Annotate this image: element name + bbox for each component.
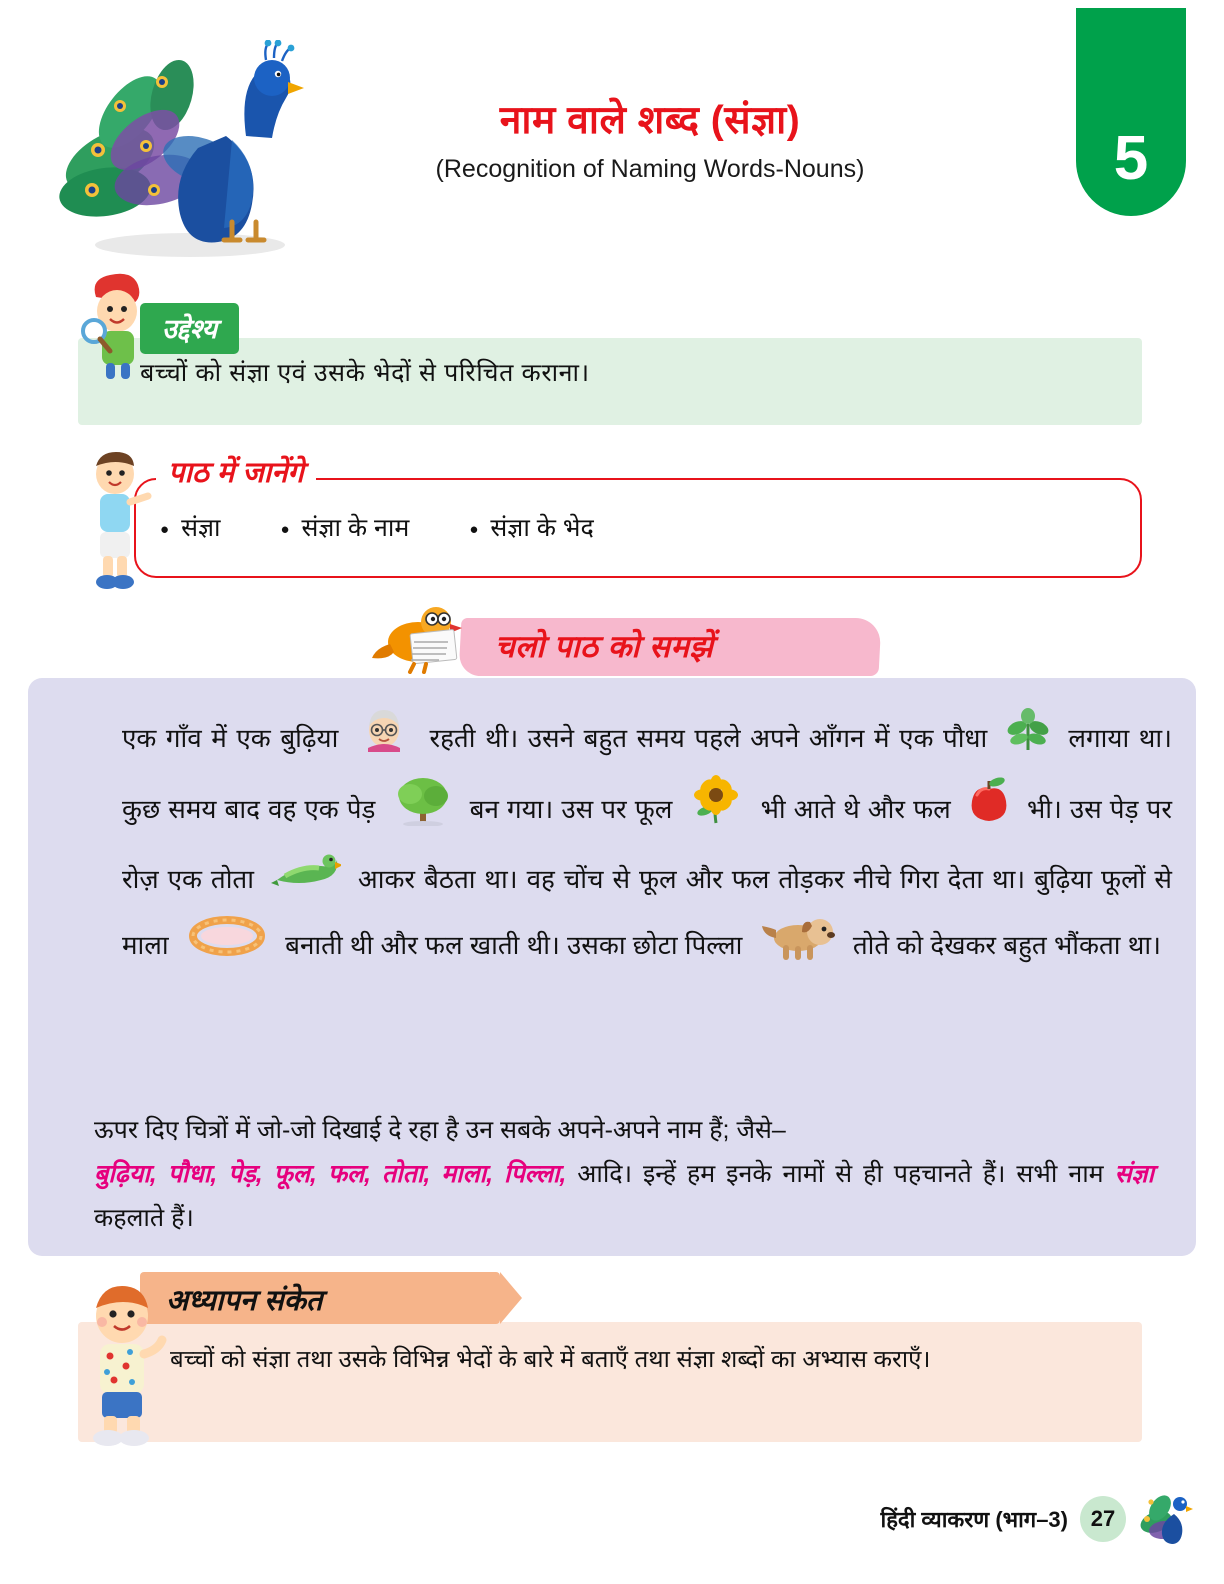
bird-reading-newspaper-icon [370, 598, 490, 674]
learn-title: पाठ में जानेंगे [156, 452, 316, 491]
parrot-icon [271, 850, 341, 912]
banner-text: चलो पाठ को समझें [495, 629, 714, 664]
objective-section [78, 303, 1142, 425]
page-footer [881, 1492, 1194, 1546]
garland-icon [184, 912, 270, 982]
summary-tail: कहलाते हैं। [94, 1204, 194, 1232]
story-seg-12: आकर बैठता था। वह चोंच से फूल और फल तोड़कर नीचे गिरा देता था। बुढ़िया फूलों से माला [122, 864, 1172, 960]
learn-item-1: ● संज्ञा के नाम [280, 510, 409, 544]
story-text [122, 706, 1172, 982]
puppy-icon [758, 912, 838, 982]
flower-icon [688, 775, 744, 847]
page-header [40, 30, 1040, 260]
story-seg-14: बनाती थी और फल खाती थी। उसका छोटा पिल्ला [285, 930, 750, 960]
story-seg-2: रहती थी। उसने बहुत समय पहले अपने आँगन में एक पौधा [429, 722, 997, 753]
footer-book-label: हिंदी व्याकरण (भाग–3) [880, 1507, 1068, 1532]
summary-paragraph [94, 1108, 1154, 1240]
understand-banner [360, 598, 880, 688]
teaching-hint-tag-label: अध्यापन संकेत [166, 1285, 323, 1317]
boy-waving-icon [72, 1282, 172, 1447]
peacock-icon [50, 40, 310, 260]
summary-middle: आदि। इन्हें हम इनके नामों से ही पहचानते हैं। सभी नाम [566, 1160, 1115, 1188]
story-seg-0: एक गाँव में एक बुढ़िया [122, 722, 348, 753]
learn-item-2: ● संज्ञा के भेद [469, 510, 593, 544]
apple-icon [967, 777, 1011, 845]
boy-with-magnifier-icon [78, 271, 156, 381]
summary-highlight-words: बुढ़िया, पौधा, पेड़, फूल, फल, तोता, माला, पिल्ला, [94, 1160, 567, 1188]
sapling-icon [1005, 706, 1051, 774]
summary-lead: ऊपर दिए चित्रों में जो‑जो दिखाई दे रहा है उन सबके अपने‑अपने नाम हैं; जैसे– [94, 1116, 786, 1144]
chapter-number: 5 [1113, 124, 1149, 193]
story-seg-8: भी आते थे और फल [760, 793, 959, 824]
learn-section [78, 450, 1142, 590]
learn-items [160, 510, 594, 544]
boy-pointing-icon [78, 450, 152, 590]
story-seg-10: भी। उस पेड़ पर रोज़ एक तोता [122, 793, 1172, 894]
old-woman-icon [356, 706, 412, 774]
page-subtitle: (Recognition of Naming Words-Nouns) [435, 155, 865, 183]
learn-item-0: ● संज्ञा [160, 510, 220, 544]
story-seg-16: तोते को देखकर बहुत भौंकता था। [852, 930, 1161, 960]
page-number: 27 [1080, 1496, 1126, 1542]
chapter-number-tab [1076, 8, 1186, 216]
page-title: नाम वाले शब्द (संज्ञा) [499, 99, 801, 142]
story-seg-4: लगाया था। कुछ समय बाद वह एक पेड़ [122, 722, 1172, 824]
summary-key-word: संज्ञा [1114, 1160, 1154, 1188]
peacock-small-icon [1138, 1492, 1194, 1546]
objective-tag: उद्देश्य [140, 303, 239, 354]
tree-icon [392, 774, 454, 848]
title-block [330, 92, 970, 184]
story-seg-6: बन गया। उस पर फूल [469, 793, 681, 824]
objective-text: बच्चों को संज्ञा एवं उसके भेदों से परिचित कराना। [140, 359, 590, 387]
teaching-hint-section [78, 1272, 1142, 1442]
teaching-hint-text: बच्चों को संज्ञा तथा उसके विभिन्न भेदों के बारे में बताएँ तथा संज्ञा शब्दों का अभ्यास कराएँ। [170, 1346, 931, 1373]
